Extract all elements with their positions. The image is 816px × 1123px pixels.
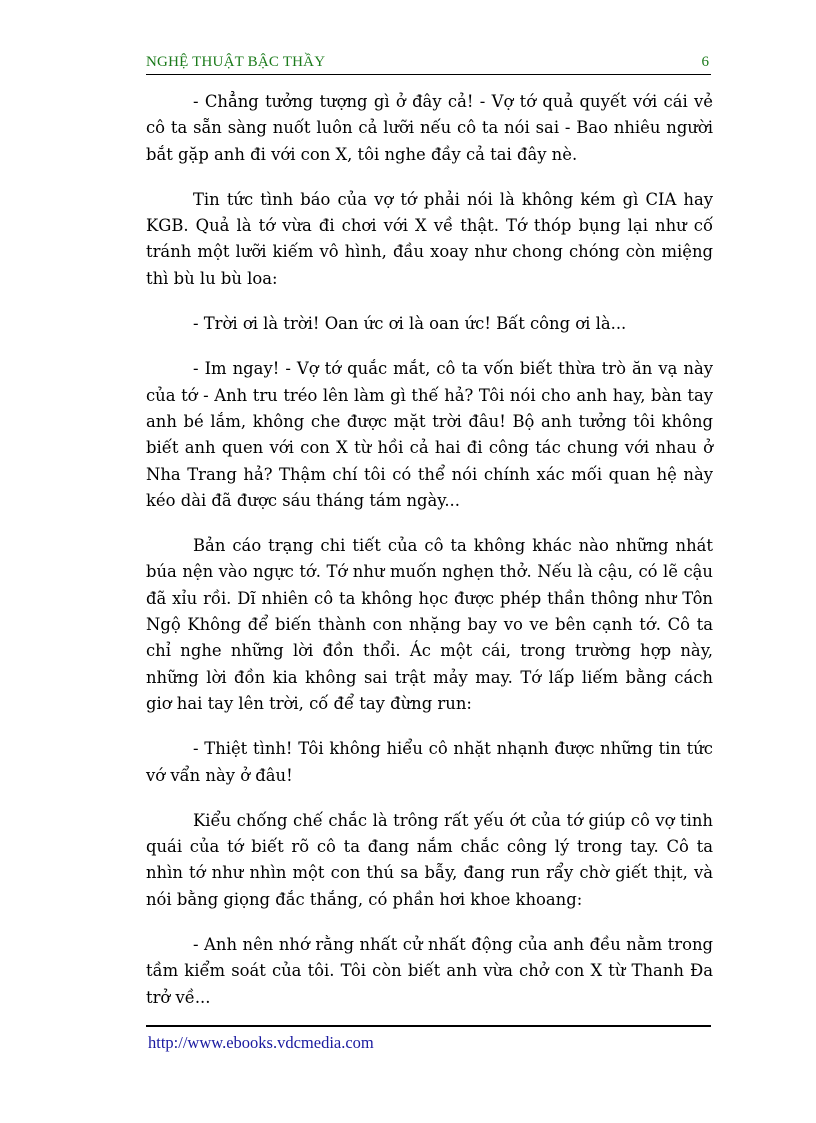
paragraph-1: - Chẳng tưởng tượng gì ở đây cả! - Vợ tớ quả quyết với cái vẻ cô ta sẵn sàng nuốt luôn cả lưỡi nếu cô ta nói sai - Bao nhiêu người bắt gặp anh đi với con X, tôi nghe đầy cả tai đây nè. <box>146 92 713 164</box>
footer-website-link[interactable]: http://www.ebooks.vdcmedia.com <box>148 1033 374 1052</box>
paragraph-6: - Thiệt tình! Tôi không hiểu cô nhặt nhạnh được những tin tức vớ vẩn này ở đâu! <box>146 739 713 785</box>
paragraph-2: Tin tức tình báo của vợ tớ phải nói là không kém gì CIA hay KGB. Quả là tớ vừa đi chơi với X về thật. Tớ thóp bụng lại như cố tránh một lưỡi kiếm vô hình, đầu xoay như chong chóng còn miệng thì bù lu bù loa: <box>146 189 713 288</box>
footer-divider <box>146 1025 711 1027</box>
page-header <box>146 52 711 75</box>
page-number: 6 <box>701 54 709 70</box>
paragraph-4: - Im ngay! - Vợ tớ quắc mắt, cô ta vốn biết thừa trò ăn vạ này của tớ - Anh tru tréo lên làm gì thế hả? Tôi nói cho anh hay, bàn tay anh bé lắm, không che được mặt trời đâu! Bộ anh tưởng tôi không biết anh quen với con X từ hồi cả hai đi công tác chung với nhau ở Nha Trang hả? Thậm chí tôi có thể nói chính xác mối quan hệ này kéo dài đã được sáu tháng tám ngày... <box>146 359 713 510</box>
book-title: NGHỆ THUẬT BẬC THẦY <box>146 54 326 70</box>
paragraph-5: Bản cáo trạng chi tiết của cô ta không khác nào những nhát búa nện vào ngực tớ. Tớ như muốn nghẹn thở. Nếu là cậu, có lẽ cậu đã xỉu rồi. Dĩ nhiên cô ta không học được phép thần thông như Tôn Ngộ Không để biến thành con nhặng bay vo ve bên cạnh tớ. Cô ta chỉ nghe những lời đồn thổi. Ác một cái, trong trường hợp này, những lời đồn kia không sai trật mảy may. Tớ lấp liếm bằng cách giơ hai tay lên trời, cố để tay đừng run: <box>146 536 713 713</box>
page-body <box>146 89 713 1030</box>
paragraph-8: - Anh nên nhớ rằng nhất cử nhất động của anh đều nằm trong tầm kiểm soát của tôi. Tôi còn biết anh vừa chở con X từ Thanh Đa trở về... <box>146 935 713 1007</box>
paragraph-7: Kiểu chống chế chắc là trông rất yếu ớt của tớ giúp cô vợ tinh quái của tớ biết rõ cô ta đang nắm chắc công lý trong tay. Cô ta nhìn tớ như nhìn một con thú sa bẫy, đang run rẩy chờ giết thịt, và nói bằng giọng đắc thắng, có phần hơi khoe khoang: <box>146 810 713 909</box>
paragraph-3: - Trời ơi là trời! Oan ức ơi là oan ức! Bất công ơi là... <box>193 314 627 334</box>
